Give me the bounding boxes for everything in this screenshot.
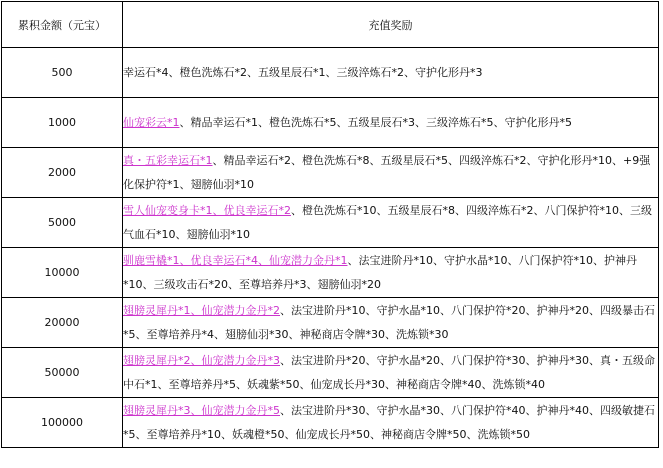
reward-highlight: 翅膀灵犀丹*2、仙宠潜力金丹*3 — [123, 353, 280, 367]
header-reward: 充值奖励 — [123, 2, 659, 48]
table-row — [2, 248, 659, 298]
recharge-reward-table — [1, 1, 659, 448]
amount-cell: 2000 — [2, 148, 123, 198]
header-amount: 累积金额（元宝） — [2, 2, 123, 48]
reward-cell — [123, 198, 659, 248]
reward-text: 幸运石*4、橙色洗炼石*2、五级星辰石*1、三级淬炼石*2、守护化形丹*3 — [123, 65, 483, 79]
reward-highlight: 雪人仙宠变身卡*1、优良幸运石*2 — [123, 203, 291, 217]
amount-cell: 5000 — [2, 198, 123, 248]
reward-cell — [123, 248, 659, 298]
reward-cell — [123, 298, 659, 348]
table-row — [2, 348, 659, 398]
reward-cell — [123, 148, 659, 198]
reward-cell — [123, 348, 659, 398]
reward-highlight: 翅膀灵犀丹*3、仙宠潜力金丹*5 — [123, 403, 280, 417]
reward-text: 、法宝进阶丹*10、守护水晶*10、八门保护符*10、护神丹*10、三级攻击石*20、至尊培养丹*3、翅膀仙羽*20 — [123, 253, 637, 291]
table-row — [2, 98, 659, 148]
amount-cell: 10000 — [2, 248, 123, 298]
reward-cell — [123, 48, 659, 98]
table-header-row — [2, 2, 659, 48]
reward-highlight: 真・五彩幸运石*1 — [123, 153, 213, 167]
reward-cell — [123, 98, 659, 148]
amount-cell: 1000 — [2, 98, 123, 148]
amount-cell: 20000 — [2, 298, 123, 348]
reward-cell — [123, 398, 659, 448]
reward-text: 、精品幸运石*1、橙色洗炼石*5、五级星辰石*3、三级淬炼石*5、守护化形丹*5 — [179, 115, 572, 129]
reward-text: 、法宝进阶丹*30、守护水晶*30、八门保护符*40、护神丹*40、四级敏捷石*5、至尊培养丹*10、妖魂橙*50、仙宠成长丹*50、神秘商店令牌*50、洗炼锁*50 — [123, 403, 655, 441]
reward-highlight: 仙宠彩云*1 — [123, 115, 180, 129]
reward-highlight: 翅膀灵犀丹*1、仙宠潜力金丹*2 — [123, 303, 280, 317]
table-row — [2, 148, 659, 198]
reward-text: 、法宝进阶丹*10、守护水晶*10、八门保护符*20、护神丹*20、四级暴击石*5、至尊培养丹*4、翅膀仙羽*30、神秘商店令牌*30、洗炼锁*30 — [123, 303, 655, 341]
reward-text: 、橙色洗炼石*10、五级星辰石*8、四级淬炼石*2、八门保护符*10、三级气血石*10、翅膀仙羽*10 — [123, 203, 652, 241]
table-row — [2, 298, 659, 348]
table-row — [2, 398, 659, 448]
table-row — [2, 198, 659, 248]
amount-cell: 50000 — [2, 348, 123, 398]
amount-cell: 100000 — [2, 398, 123, 448]
reward-text: 、法宝进阶丹*20、守护水晶*20、八门保护符*30、护神丹*30、真・五级命中石*1、至尊培养丹*5、妖魂紫*50、仙宠成长丹*30、神秘商店令牌*40、洗炼锁*40 — [123, 353, 655, 391]
amount-cell: 500 — [2, 48, 123, 98]
reward-highlight: 驯鹿雪橇*1、优良幸运石*4、仙宠潜力金丹*1 — [123, 253, 348, 267]
reward-text: 、精品幸运石*2、橙色洗炼石*8、五级星辰石*5、四级淬炼石*2、守护化形丹*10、+9强化保护符*1、翅膀仙羽*10 — [123, 153, 651, 191]
table-row — [2, 48, 659, 98]
